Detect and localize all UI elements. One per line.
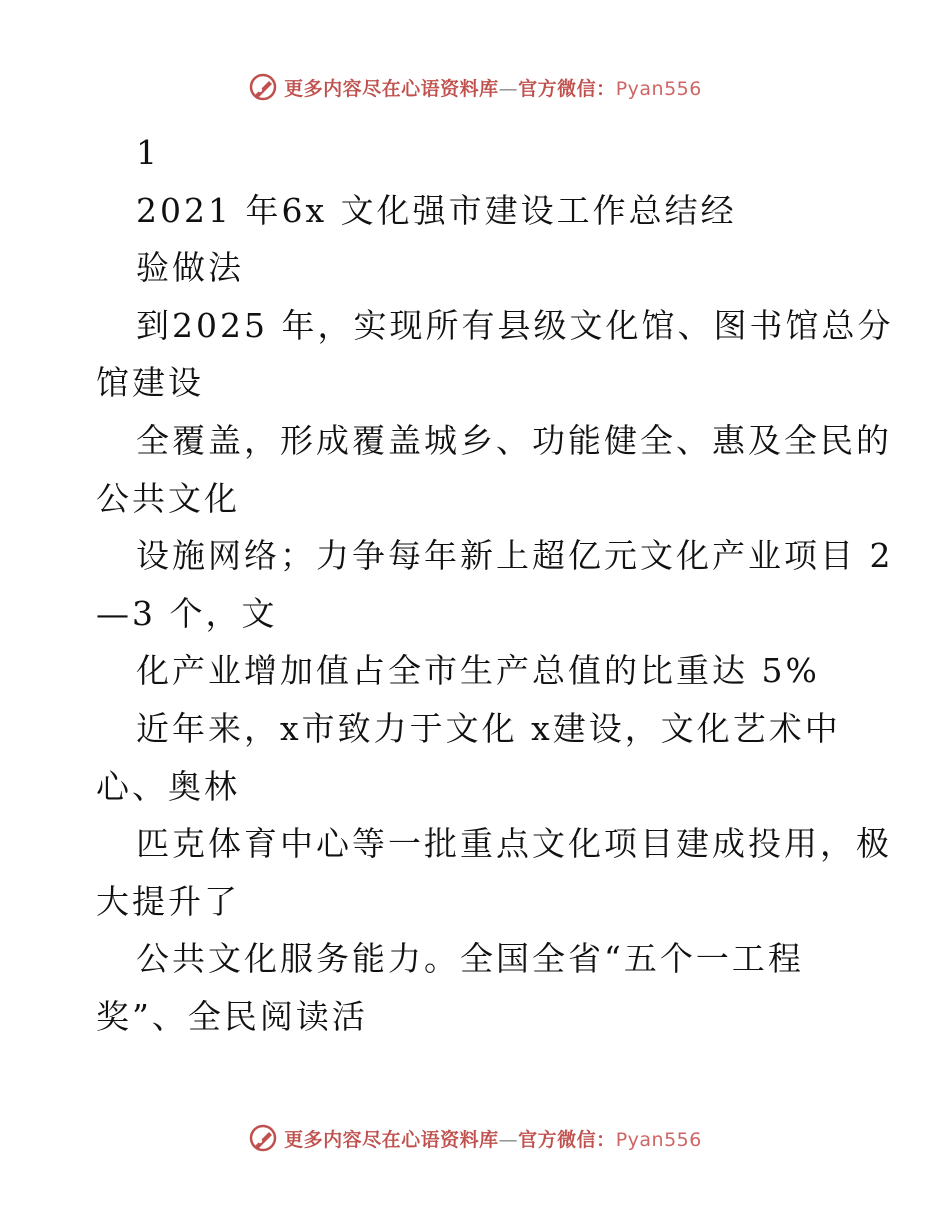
- header-watermark: [0, 72, 950, 102]
- document-line: 馆建设: [96, 363, 204, 403]
- document-line: 到2025 年，实现所有县级文化馆、图书馆总分: [136, 305, 894, 345]
- document-line: 大提升了: [96, 881, 240, 921]
- document-line: 奖”、全民阅读活: [96, 996, 368, 1036]
- watermark-text: [284, 1125, 702, 1152]
- document-line: 1: [136, 133, 160, 172]
- document-line: 全覆盖，形成覆盖城乡、功能健全、惠及全民的: [136, 420, 892, 460]
- document-line: 近年来，x市致力于文化 x建设，文化艺术中: [136, 708, 841, 748]
- watermark-id: Pyan556: [615, 1128, 702, 1151]
- pen-logo-icon: [248, 1123, 278, 1153]
- document-line: 化产业增加值占全市生产总值的比重达 5%: [136, 651, 820, 691]
- document-line: 公共文化: [96, 478, 240, 518]
- document-body: [96, 124, 896, 1046]
- watermark-text: [284, 74, 702, 101]
- pen-logo-icon: [248, 72, 278, 102]
- document-line: 心、奥林: [96, 766, 240, 806]
- document-line: —3 个，文: [96, 593, 278, 633]
- watermark-separator: —: [498, 1128, 519, 1151]
- document-line: 设施网络；力争每年新上超亿元文化产业项目 2: [136, 536, 894, 576]
- watermark-separator: —: [498, 77, 519, 100]
- document-line: 验做法: [136, 248, 244, 288]
- watermark-suffix: 官方微信：: [518, 1128, 616, 1151]
- document-line: 匹克体育中心等一批重点文化项目建成投用，极: [136, 824, 892, 864]
- watermark-main: 更多内容尽在心语资料库: [284, 77, 499, 100]
- footer-watermark: [0, 1123, 950, 1153]
- document-line: 公共文化服务能力。全国全省“五个一工程: [136, 939, 804, 979]
- watermark-main: 更多内容尽在心语资料库: [284, 1128, 499, 1151]
- watermark-id: Pyan556: [615, 77, 702, 100]
- watermark-suffix: 官方微信：: [518, 77, 616, 100]
- document-line: 2021 年6x 文化强市建设工作总结经: [136, 190, 737, 230]
